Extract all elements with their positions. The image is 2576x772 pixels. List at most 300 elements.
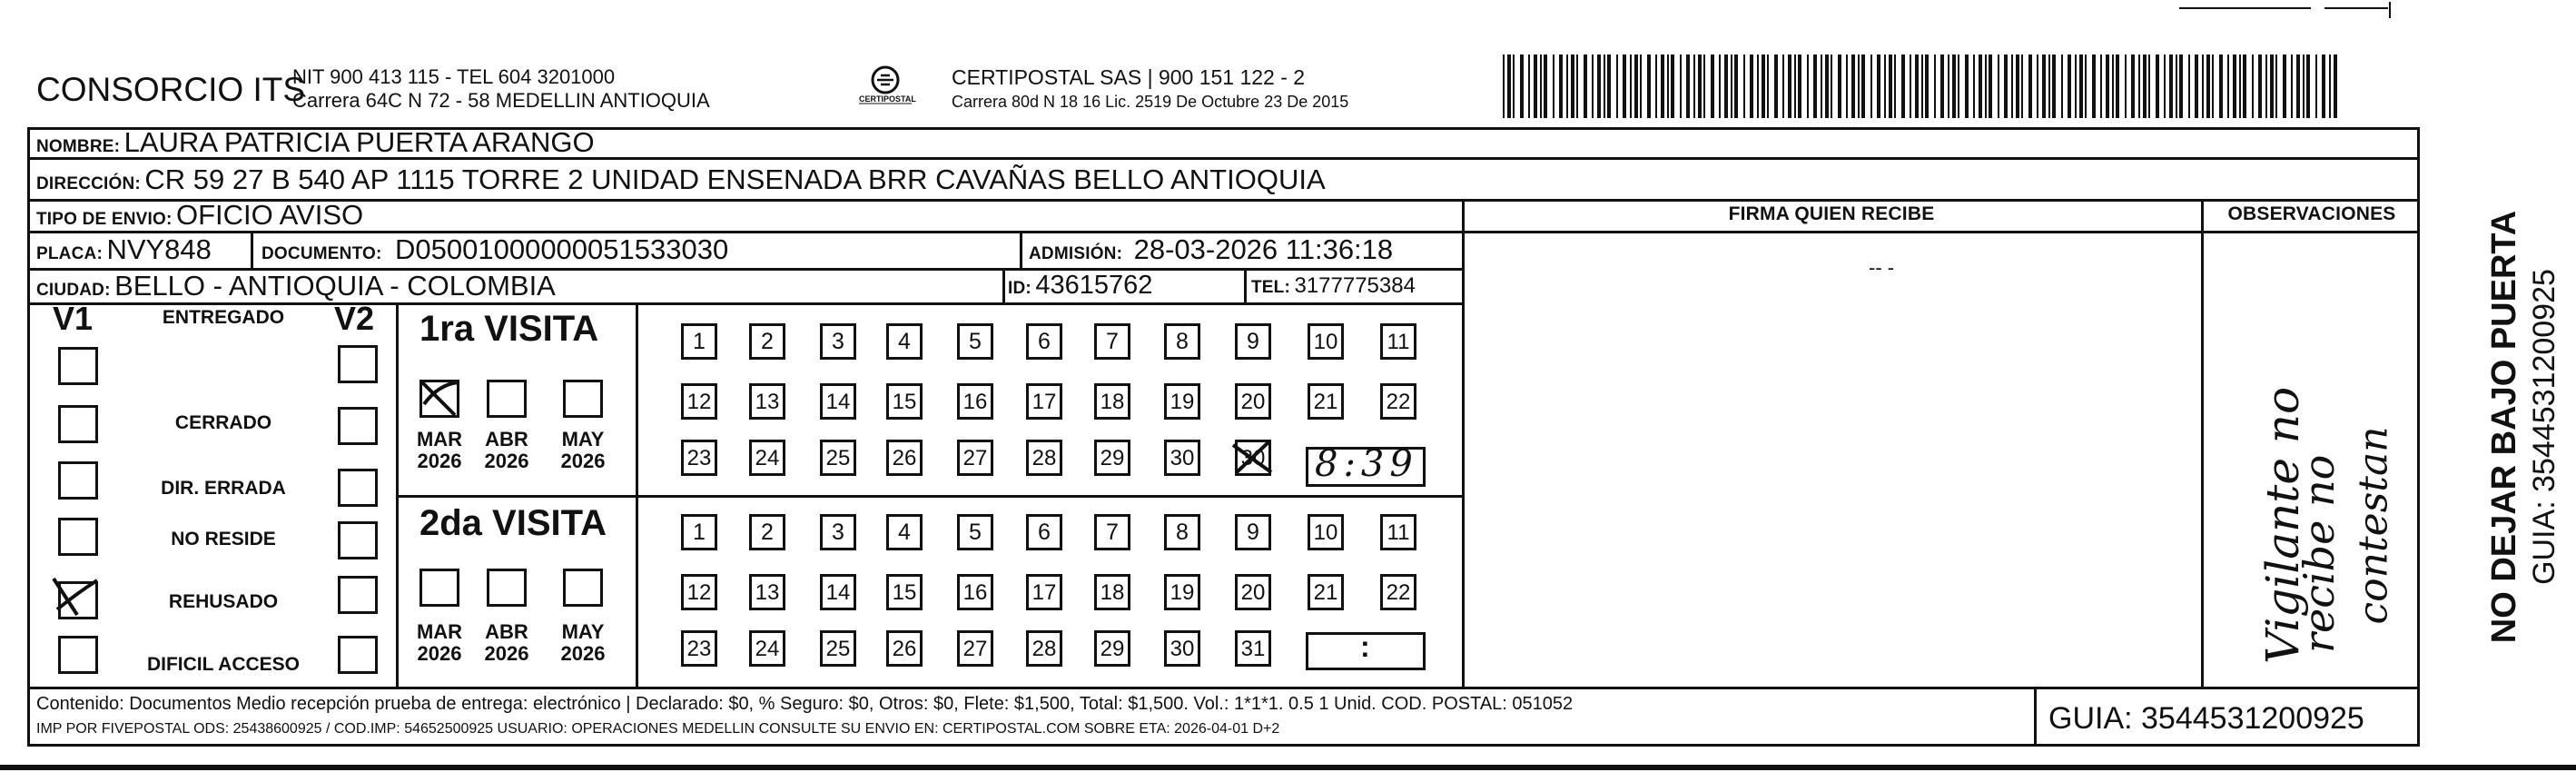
barcode-bar [1604,54,1605,118]
ciudad-value: BELLO - ANTIOQUIA - COLOMBIA [114,270,556,302]
status-cerrado-label: CERRADO [174,412,272,433]
visit1-day-box[interactable]: 12 [681,383,717,420]
v1-header: V1 [53,300,94,337]
barcode-bar [1889,54,1892,118]
barcode-bar [2011,54,2013,118]
barcode-bar [2138,54,2140,118]
barcode-bar [1559,54,1563,118]
barcode-bar [1831,54,1832,118]
barcode-bar [1616,54,1618,118]
status-dificil-acceso-label: DIFICIL ACCESO [146,654,300,675]
barcode-bar [2106,54,2109,118]
visit2-day-box[interactable]: 14 [820,574,856,610]
barcode-bar [1940,54,1944,118]
barcode-bar [1734,54,1738,118]
barcode-bar [2037,54,2038,118]
id-label: ID: [1008,279,1031,298]
v2-no-reside-checkbox[interactable] [338,521,378,559]
visit2-day-box[interactable]: 9 [1235,514,1271,550]
obs-line-2: recibe no [2295,454,2344,653]
direccion-label: DIRECCIÓN: [36,174,141,193]
barcode-bar [2116,54,2119,118]
visit2-day-box[interactable]: 3 [820,514,856,550]
nombre-field [36,127,595,163]
visit1-day-box[interactable]: 6 [1026,323,1062,360]
nombre-label: NOMBRE: [36,137,121,156]
visit1-day-box[interactable]: 16 [957,383,993,420]
ciudad-label: CIUDAD: [36,281,111,300]
barcode-bar [1934,54,1936,118]
tipo-label: TIPO DE ENVIO: [36,210,173,229]
barcode-bar [1870,54,1872,118]
visit2-day-box[interactable]: 29 [1094,630,1130,667]
barcode-bar [2148,54,2150,118]
visit2-day-box[interactable]: 17 [1026,574,1062,610]
visit2-mar-text: MAR [416,620,463,643]
tel-value: 3177775384 [1294,273,1416,298]
rehusado-check-mark [50,575,104,626]
observaciones-label: OBSERVACIONES [2227,203,2396,224]
barcode-bar [1851,54,1855,118]
barcode-bar [1985,54,1987,118]
id-field [1008,268,1152,307]
direccion-field [36,162,1326,203]
visit2-day-box[interactable]: 7 [1094,514,1130,550]
visit1-day-box[interactable]: 23 [681,440,717,476]
barcode-bar [1774,54,1778,118]
barcode-bar [1693,54,1695,118]
barcode-bar [1528,54,1530,118]
visit2-day-box[interactable]: 23 [681,630,717,667]
visit2-month-may-checkbox[interactable] [563,569,603,607]
visit2-day-box[interactable]: 31 [1235,630,1271,667]
barcode-bar [1965,54,1969,118]
barcode-bar [1711,54,1714,118]
barcode-bar [2243,54,2246,118]
visit2-month-abr-label [479,621,534,665]
visit1-day-box[interactable]: 10 [1308,323,1344,360]
visit1-day-box[interactable]: 3 [820,323,856,360]
barcode-bar [1597,54,1601,118]
visit2-day-box[interactable]: 25 [820,630,856,667]
visit1-mar-text: MAR [416,428,463,450]
tel-field [1251,268,1416,306]
corner-mark [2179,7,2311,9]
barcode-bar [2306,54,2310,118]
visit1-abr-year: 2026 [484,450,529,472]
visit2-day-box[interactable]: 16 [957,574,993,610]
barcode-bar [1553,54,1554,118]
barcode-bar [1757,54,1759,118]
visit2-title: 2da VISITA [419,503,607,543]
firma-left-divider [1462,199,1465,687]
barcode-bar [2322,54,2325,118]
barcode-bar [2042,54,2046,118]
direccion-value: CR 59 27 B 540 AP 1115 TORRE 2 UNIDAD ENSENADA BRR CAVAÑAS BELLO ANTIOQUIA [144,163,1326,195]
visit2-month-mar-checkbox[interactable] [419,569,459,607]
admision-value: 28-03-2026 11:36:18 [1133,233,1394,265]
visit1-day-box[interactable]: 1 [681,323,717,360]
visit2-abr-year: 2026 [484,642,529,665]
barcode-bar [2075,54,2077,118]
visit1-day-box[interactable]: 26 [886,440,923,476]
placa-label: PLACA: [36,244,103,263]
visit2-day-box[interactable]: 20 [1235,574,1271,610]
barcode-bar [1750,54,1753,118]
placa-divider [251,231,253,268]
barcode-bar [1807,54,1809,118]
visit2-day-box[interactable]: 8 [1164,514,1200,550]
barcode-bar [1877,54,1880,118]
barcode-bar [1592,54,1594,118]
barcode-bar [2079,54,2083,118]
barcode-bar [2303,54,2305,118]
barcode-bar [2092,54,2096,118]
barcode-bar [2068,54,2071,118]
barcode-bar [1884,54,1886,118]
barcode-bar [1846,54,1848,118]
barcode-bar [1647,54,1651,118]
visit2-time-placeholder: : [1360,630,1370,663]
barcode-bar [2291,54,2293,118]
barcode-bar [2061,54,2063,118]
visit2-day-box[interactable]: 21 [1308,574,1344,610]
visit1-month-mar-checkbox[interactable] [419,380,459,418]
barcode-bar [1838,54,1841,118]
barcode-bar [1794,54,1796,118]
barcode-bar [1813,54,1817,118]
visit1-month-abr-label [479,429,534,472]
company-name: CONSORCIO ITS [36,71,306,108]
visit2-day-box[interactable]: 24 [749,630,785,667]
tipo-value: OFICIO AVISO [176,199,364,231]
visit1-month-may-checkbox[interactable] [563,380,603,418]
barcode-bar [1640,54,1642,118]
barcode-bar [1655,54,1657,118]
barcode-bar [1921,54,1923,118]
barcode-bar [1858,54,1860,118]
barcode-bar [2028,54,2032,118]
barcode-bar [2258,54,2262,118]
row-divider [27,687,2420,689]
v2-dir-errada-checkbox[interactable] [338,469,378,507]
corner-mark [2324,7,2388,9]
v1-rehusado-checkbox[interactable] [58,581,98,619]
barcode-bar [1719,54,1721,118]
visit1-day-box[interactable]: 21 [1308,383,1344,420]
barcode-bar [1607,54,1611,118]
barcode-bar [1661,54,1664,118]
visit1-day-box[interactable]: 19 [1164,383,1200,420]
visit1-day-box[interactable]: 24 [749,440,785,476]
barcode-bar [1566,54,1568,118]
barcode-bar [2315,54,2317,118]
barcode-bar [2169,54,2173,118]
barcode-bar [1782,54,1784,118]
barcode-bar [2206,54,2210,118]
visit2-day-box[interactable]: 2 [749,514,785,550]
barcode-bar [2004,54,2008,118]
barcode-bar [1680,54,1682,118]
barcode-bar [2202,54,2204,118]
barcode-bar [1861,54,1865,118]
certipostal-logo [854,64,917,109]
barcode-bar [2048,54,2050,118]
documento-value: D05001000000051533030 [395,233,729,265]
company-nit: NIT 900 413 115 - TEL 604 3201000 [292,65,616,88]
v2-rehusado-checkbox[interactable] [338,576,378,614]
admision-label: ADMISIÓN: [1029,244,1123,263]
barcode-bar [1910,54,1911,118]
barcode-svg [1503,54,2338,118]
barcode-bar [2195,54,2198,118]
v1-dir-errada-checkbox[interactable] [58,461,98,500]
barcode-bar [1989,54,1992,118]
barcode-bar [1503,54,1505,118]
barcode-bar [2227,54,2229,118]
barcode-bar [1571,54,1574,118]
barcode-bar [1513,54,1515,118]
side-warning: NO DEJAR BAJO PUERTA [2485,210,2523,644]
visit2-day-box[interactable]: 28 [1026,630,1062,667]
visit2-day-box[interactable]: 27 [957,630,993,667]
visit1-day-box[interactable]: 14 [820,383,856,420]
barcode-bar [1630,54,1632,118]
visit2-day-box[interactable]: 15 [886,574,923,610]
status-no-reside-label: NO RESIDE [171,529,276,549]
visit1-day-box[interactable]: 9 [1235,323,1271,360]
barcode-bar [1901,54,1905,118]
barcode-bar [2270,54,2274,118]
corner-mark [2389,2,2391,18]
visit1-day-box[interactable]: 18 [1094,383,1130,420]
footer-contenido: Contenido: Documentos Medio recepción prueba de entrega: electrónico | Declarado: $0, % Seguro: $0, Otros: $0, Flete: $1,500, Total: $1,500. Vol.: 1*1*1. 0.5 1 Unid. COD. POSTAL: 051052 [36,694,1574,714]
visit1-day-box[interactable]: 15 [886,383,923,420]
v1-dificil-acceso-checkbox[interactable] [58,636,98,674]
status-entregado-label: ENTREGADO [162,307,285,328]
visit2-day-box[interactable]: 19 [1164,574,1200,610]
visit2-day-box[interactable]: 4 [886,514,923,550]
barcode-bar [2085,54,2087,118]
barcode-bar [2112,54,2114,118]
barcode-bar [1724,54,1728,118]
visit2-day-box[interactable]: 18 [1094,574,1130,610]
visit1-day-box[interactable]: 30 [1235,440,1271,476]
firma-mark: ‐‐ ‐ [1869,256,1895,279]
visit2-mar-year: 2026 [417,642,462,665]
v1-no-reside-checkbox[interactable] [58,518,98,556]
barcode-bar [2265,54,2267,118]
barcode-bar [2219,54,2223,118]
status-dir-errada-label: DIR. ERRADA [161,478,286,499]
barcode-bar [2100,54,2102,118]
barcode-bar [1925,54,1929,118]
barcode-bar [1507,54,1511,118]
barcode-bar [1952,54,1956,118]
visit1-abr-text: ABR [485,428,528,450]
barcode-bar [2179,54,2183,118]
visit2-month-abr-checkbox[interactable] [487,569,527,607]
barcode-bar [1584,54,1587,118]
visit1-time-value: 8:39 [1315,443,1418,485]
visit2-abr-text: ABR [485,620,528,643]
barcode-bar [2125,54,2127,118]
observaciones-handwriting [2210,238,2417,683]
obs-left-divider [2201,199,2204,687]
barcode-bar [1520,54,1524,118]
visit1-day-box[interactable]: 25 [820,440,856,476]
barcode-bar [2296,54,2300,118]
barcode-bar [1762,54,1765,118]
barcode-bar [1576,54,1578,118]
firma-label: FIRMA QUIEN RECIBE [1728,203,1935,224]
barcode-bar [1973,54,1975,118]
barcode-bar [2156,54,2159,118]
barcode-bar [1698,54,1702,118]
visit1-day-box[interactable]: 22 [1380,383,1416,420]
visit2-month-may-label [556,621,610,665]
visit1-day-box[interactable]: 20 [1235,383,1271,420]
id-value: 43615762 [1035,271,1153,300]
visit1-day-box[interactable]: 5 [957,323,993,360]
barcode-bar [1743,54,1745,118]
visit1-day-box[interactable]: 8 [1164,323,1200,360]
placa-value: NVY848 [106,233,212,265]
visit2-may-year: 2026 [560,642,606,665]
barcode-bar [1979,54,1982,118]
barcode-bar [2021,54,2023,118]
visit2-day-box[interactable]: 12 [681,574,717,610]
status-rehusado-label: REHUSADO [168,591,279,612]
visit2-day-box[interactable]: 10 [1308,514,1344,550]
visit2-day-box[interactable]: 30 [1164,630,1200,667]
v1-entregado-checkbox[interactable] [58,347,98,385]
company-address: Carrera 64C N 72 - 58 MEDELLIN ANTIOQUIA [292,89,710,112]
visit2-day-box[interactable]: 1 [681,514,717,550]
barcode-bar [2176,54,2177,118]
footer-guia-divider [2034,687,2037,747]
side-guia: GUIA: 3544531200925 [2527,269,2561,585]
footer-guia: GUIA: 3544531200925 [2048,701,2364,736]
barcode-bar [1958,54,1959,118]
visit1-day-box[interactable]: 2 [749,323,785,360]
visit2-day-box[interactable]: 26 [886,630,923,667]
barcode-bar [2212,54,2214,118]
barcode-bar [1623,54,1626,118]
barcode-bar [1948,54,1949,118]
v2-cerrado-checkbox[interactable] [338,407,378,445]
v1-cerrado-checkbox[interactable] [58,405,98,443]
barcode-bar [2329,54,2331,118]
obs-line-3: contestan [2350,426,2397,625]
barcode-bar [1731,54,1732,118]
visit1-month-abr-checkbox[interactable] [487,380,527,418]
visit1-day-box[interactable]: 30 [1164,440,1200,476]
visit1-mar-year: 2026 [417,450,462,472]
visit2-day-box[interactable]: 5 [957,514,993,550]
visit-row-divider [396,495,1462,498]
visit2-day-box[interactable]: 13 [749,574,785,610]
barcode-bar [1544,54,1547,118]
barcode-bar [2334,54,2337,118]
tel-divider [1244,268,1247,302]
visit2-day-box[interactable]: 11 [1380,514,1416,550]
barcode-bar [1686,54,1690,118]
barcode-bar [2252,54,2254,118]
barcode-bar [2239,54,2241,118]
certipostal-name: CERTIPOSTAL SAS | 900 151 122 - 2 [952,65,1306,89]
barcode-bar [2164,54,2166,118]
visit2-day-box[interactable]: 6 [1026,514,1062,550]
barcode-bar [1671,54,1674,118]
barcode [1503,54,2338,118]
id-divider [1002,268,1005,302]
documento-label: DOCUMENTO: [262,244,382,263]
v2-entregado-checkbox[interactable] [338,345,378,383]
v2-header: V2 [334,300,375,337]
tel-label: TEL: [1251,278,1291,297]
barcode-bar [1798,54,1801,118]
visit1-day-box[interactable]: 29 [1094,440,1130,476]
obs-line-1: Vigilante no [2256,386,2309,664]
visit1-mar-check-mark [419,379,462,421]
visit1-month-may-label [556,429,610,472]
visit1-month-mar-label [412,429,467,472]
barcode-bar [1894,54,1896,118]
barcode-bar [2283,54,2286,118]
visit1-day-box[interactable]: 7 [1094,323,1130,360]
barcode-bar [1788,54,1791,118]
visit1-day-check-mark [1229,436,1277,480]
ciudad-field [36,268,556,309]
certipostal-logo-text: CERTIPOSTAL [859,94,916,104]
barcode-bar [1534,54,1537,118]
barcode-bar [1825,54,1829,118]
barcode-bar [2143,54,2147,118]
barcode-bar [1915,54,1919,118]
barcode-bar [1667,54,1669,118]
visit1-title: 1ra VISITA [419,309,599,349]
barcode-bar [2131,54,2135,118]
barcode-bar [1998,54,1999,118]
barcode-bar [2233,54,2236,118]
barcode-bar [2052,54,2056,118]
barcode-bar [1703,54,1705,118]
barcode-bar [2275,54,2277,118]
visit1-may-text: MAY [561,428,605,450]
visit2-day-box[interactable]: 22 [1380,574,1416,610]
visit2-month-mar-label [412,621,467,665]
certipostal-address: Carrera 80d N 18 16 Lic. 2519 De Octubre 23 De 2015 [952,93,1349,111]
visit1-day-box[interactable]: 27 [957,440,993,476]
nombre-value: LAURA PATRICIA PUERTA ARANGO [123,126,595,158]
visit1-day-box[interactable]: 13 [749,383,785,420]
barcode-bar [2016,54,2019,118]
v2-dificil-acceso-checkbox[interactable] [338,636,378,674]
barcode-bar [1767,54,1769,118]
visit1-day-box[interactable]: 17 [1026,383,1062,420]
barcode-bar [2188,54,2190,118]
bottom-edge [0,765,2576,770]
visit1-may-year: 2026 [560,450,606,472]
barcode-bar [1634,54,1638,118]
visit1-day-box[interactable]: 11 [1380,323,1416,360]
visit2-may-text: MAY [561,620,605,643]
visit1-day-box[interactable]: 28 [1026,440,1062,476]
admision-divider [1020,231,1022,268]
barcode-bar [1821,54,1822,118]
visit1-day-box[interactable]: 4 [886,323,923,360]
